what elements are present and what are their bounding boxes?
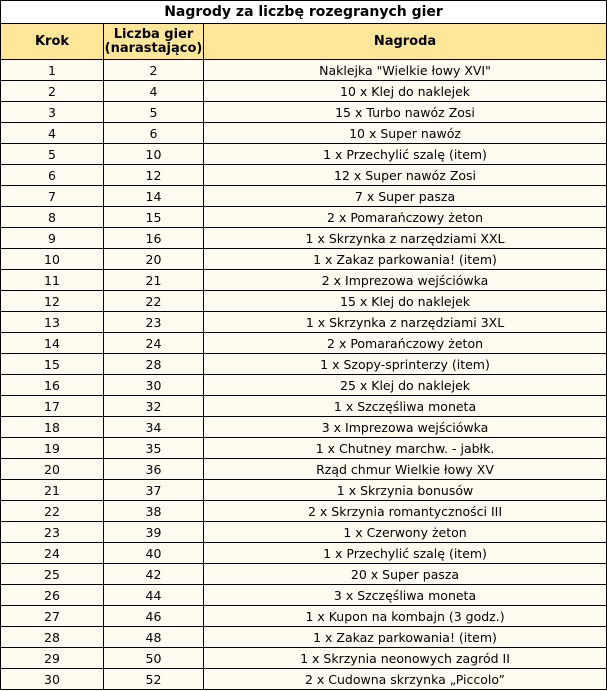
- games-cell: 30: [104, 375, 204, 396]
- reward-cell: Naklejka "Wielkie łowy XVI": [204, 60, 607, 81]
- reward-cell: 2 x Pomarańczowy żeton: [204, 333, 607, 354]
- step-cell: 10: [1, 249, 104, 270]
- table-row: [1, 207, 607, 228]
- reward-cell: 2 x Cudowna skrzynka „Piccolo”: [204, 669, 607, 690]
- table-row: [1, 543, 607, 564]
- reward-cell: 1 x Szczęśliwa moneta: [204, 396, 607, 417]
- games-cell: 16: [104, 228, 204, 249]
- games-cell: 2: [104, 60, 204, 81]
- games-cell: 32: [104, 396, 204, 417]
- games-cell: 36: [104, 459, 204, 480]
- step-cell: 26: [1, 585, 104, 606]
- games-cell: 21: [104, 270, 204, 291]
- table-row: [1, 270, 607, 291]
- table-row: [1, 144, 607, 165]
- reward-cell: 1 x Kupon na kombajn (3 godz.): [204, 606, 607, 627]
- table-row: [1, 354, 607, 375]
- step-cell: 1: [1, 60, 104, 81]
- games-cell: 39: [104, 522, 204, 543]
- reward-cell: 1 x Czerwony żeton: [204, 522, 607, 543]
- table-row: [1, 585, 607, 606]
- step-cell: 24: [1, 543, 104, 564]
- games-cell: 28: [104, 354, 204, 375]
- reward-cell: 2 x Skrzynia romantyczności III: [204, 501, 607, 522]
- table-row: [1, 123, 607, 144]
- step-cell: 25: [1, 564, 104, 585]
- table-row: [1, 417, 607, 438]
- table-row: [1, 459, 607, 480]
- reward-cell: 1 x Skrzynia bonusów: [204, 480, 607, 501]
- games-cell: 35: [104, 438, 204, 459]
- games-cell: 12: [104, 165, 204, 186]
- reward-cell: 1 x Skrzynka z narzędziami 3XL: [204, 312, 607, 333]
- header-games: Liczba gier (narastająco): [104, 24, 204, 60]
- step-cell: 3: [1, 102, 104, 123]
- step-cell: 14: [1, 333, 104, 354]
- title-row: [1, 1, 607, 24]
- games-cell: 52: [104, 669, 204, 690]
- table-row: [1, 627, 607, 648]
- reward-cell: 25 x Klej do naklejek: [204, 375, 607, 396]
- reward-cell: 20 x Super pasza: [204, 564, 607, 585]
- step-cell: 2: [1, 81, 104, 102]
- games-cell: 20: [104, 249, 204, 270]
- reward-cell: 1 x Zakaz parkowania! (item): [204, 627, 607, 648]
- games-cell: 37: [104, 480, 204, 501]
- games-cell: 50: [104, 648, 204, 669]
- step-cell: 7: [1, 186, 104, 207]
- step-cell: 21: [1, 480, 104, 501]
- step-cell: 27: [1, 606, 104, 627]
- step-cell: 16: [1, 375, 104, 396]
- step-cell: 29: [1, 648, 104, 669]
- step-cell: 8: [1, 207, 104, 228]
- reward-cell: 3 x Szczęśliwa moneta: [204, 585, 607, 606]
- reward-cell: 7 x Super pasza: [204, 186, 607, 207]
- table-row: [1, 165, 607, 186]
- table-row: [1, 396, 607, 417]
- reward-cell: 2 x Imprezowa wejściówka: [204, 270, 607, 291]
- table-row: [1, 333, 607, 354]
- reward-cell: 1 x Zakaz parkowania! (item): [204, 249, 607, 270]
- games-cell: 24: [104, 333, 204, 354]
- step-cell: 13: [1, 312, 104, 333]
- reward-cell: 15 x Turbo nawóz Zosi: [204, 102, 607, 123]
- games-cell: 34: [104, 417, 204, 438]
- reward-cell: Rząd chmur Wielkie łowy XV: [204, 459, 607, 480]
- reward-cell: 1 x Skrzynia neonowych zagród II: [204, 648, 607, 669]
- step-cell: 23: [1, 522, 104, 543]
- header-step: Krok: [1, 24, 104, 60]
- table-row: [1, 102, 607, 123]
- step-cell: 5: [1, 144, 104, 165]
- games-cell: 4: [104, 81, 204, 102]
- step-cell: 15: [1, 354, 104, 375]
- table-row: [1, 312, 607, 333]
- step-cell: 18: [1, 417, 104, 438]
- step-cell: 9: [1, 228, 104, 249]
- games-cell: 38: [104, 501, 204, 522]
- step-cell: 30: [1, 669, 104, 690]
- step-cell: 4: [1, 123, 104, 144]
- games-cell: 22: [104, 291, 204, 312]
- games-cell: 15: [104, 207, 204, 228]
- games-cell: 42: [104, 564, 204, 585]
- games-cell: 48: [104, 627, 204, 648]
- games-cell: 14: [104, 186, 204, 207]
- reward-cell: 2 x Pomarańczowy żeton: [204, 207, 607, 228]
- table-body: [1, 60, 607, 690]
- table-row: [1, 522, 607, 543]
- games-cell: 23: [104, 312, 204, 333]
- games-cell: 44: [104, 585, 204, 606]
- table-row: [1, 669, 607, 690]
- header-reward: Nagroda: [204, 24, 607, 60]
- table-row: [1, 606, 607, 627]
- games-cell: 5: [104, 102, 204, 123]
- reward-cell: 1 x Przechylić szalę (item): [204, 543, 607, 564]
- reward-cell: 3 x Imprezowa wejściówka: [204, 417, 607, 438]
- step-cell: 11: [1, 270, 104, 291]
- reward-cell: 1 x Przechylić szalę (item): [204, 144, 607, 165]
- reward-cell: 1 x Szopy-sprinterzy (item): [204, 354, 607, 375]
- header-row: [1, 24, 607, 60]
- table-row: [1, 60, 607, 81]
- table-row: [1, 186, 607, 207]
- table-row: [1, 438, 607, 459]
- step-cell: 20: [1, 459, 104, 480]
- reward-cell: 1 x Chutney marchw. - jabłk.: [204, 438, 607, 459]
- games-cell: 40: [104, 543, 204, 564]
- table-row: [1, 648, 607, 669]
- reward-cell: 15 x Klej do naklejek: [204, 291, 607, 312]
- step-cell: 22: [1, 501, 104, 522]
- reward-cell: 10 x Klej do naklejek: [204, 81, 607, 102]
- table-row: [1, 249, 607, 270]
- table-row: [1, 291, 607, 312]
- reward-cell: 12 x Super nawóz Zosi: [204, 165, 607, 186]
- step-cell: 19: [1, 438, 104, 459]
- table-title: Nagrody za liczbę rozegranych gier: [1, 1, 607, 24]
- step-cell: 28: [1, 627, 104, 648]
- table-row: [1, 375, 607, 396]
- table-row: [1, 501, 607, 522]
- reward-cell: 10 x Super nawóz: [204, 123, 607, 144]
- games-cell: 6: [104, 123, 204, 144]
- table-row: [1, 81, 607, 102]
- games-cell: 10: [104, 144, 204, 165]
- table-row: [1, 228, 607, 249]
- games-cell: 46: [104, 606, 204, 627]
- step-cell: 12: [1, 291, 104, 312]
- table-row: [1, 564, 607, 585]
- table-row: [1, 480, 607, 501]
- step-cell: 6: [1, 165, 104, 186]
- reward-cell: 1 x Skrzynka z narzędziami XXL: [204, 228, 607, 249]
- step-cell: 17: [1, 396, 104, 417]
